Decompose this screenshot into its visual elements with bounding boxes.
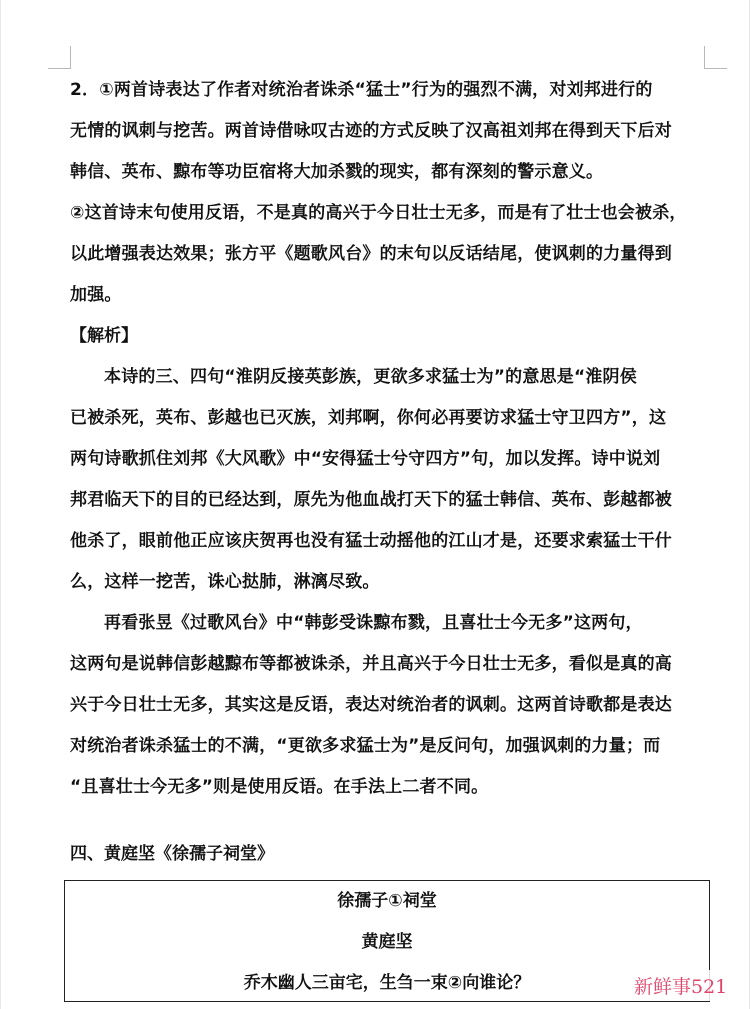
- watermark: 新鲜事521: [630, 970, 731, 1001]
- answer-line: 2．①两首诗表达了作者对统治者诛杀“猛士”行为的强烈不满，对刘邦进行的: [70, 80, 653, 100]
- answer-line: 加强。: [70, 285, 122, 305]
- paragraph-line: 兴于今日壮士无多，其实这是反语，表达对统治者的讽刺。这两首诗歌都是表达: [70, 695, 672, 715]
- paragraph-line: 本诗的三、四句“淮阴反接英彭族，更欲多求猛士为”的意思是“淮阴侯: [104, 367, 637, 387]
- answer-line: 韩信、英布、黥布等功臣宿将大加杀戮的现实，都有深刻的警示意义。: [70, 162, 604, 182]
- analysis-heading: 【解析】: [70, 326, 138, 346]
- paragraph-line: 两句诗歌抓住刘邦《大风歌》中“安得猛士兮守四方”句，加以发挥。诗中说刘: [70, 449, 661, 469]
- paragraph-line: 对统治者诛杀猛士的不满，“更欲多求猛士为”是反问句，加强讽刺的力量；而: [70, 736, 661, 756]
- analysis-paragraph-2: [70, 603, 710, 808]
- paragraph-line: 已被杀死，英布、彭越也已灭族，刘邦啊，你何必再要访求猛士守卫四方”，这: [70, 408, 667, 428]
- crop-mark-top-left: [48, 46, 71, 69]
- analysis-paragraph-1: [70, 357, 710, 603]
- paragraph-line: “且喜壮士今无多”则是使用反语。在手法上二者不同。: [70, 777, 489, 797]
- poem-title: 徐孺子①祠堂: [337, 891, 437, 911]
- paragraph-line: 这两句是说韩信彭越黥布等都被诛杀，并且高兴于今日壮士无多，看似是真的高: [70, 654, 672, 674]
- crop-mark-top-right: [704, 46, 727, 69]
- answer-line: 无情的讽刺与挖苦。两首诗借咏叹古迹的方式反映了汉高祖刘邦在得到天下后对: [70, 121, 672, 141]
- paragraph-line: 他杀了，眼前他正应该庆贺再也没有猛士动摇他的江山才是，还要求索猛士干什: [70, 531, 672, 551]
- paragraph-line: 邦君临天下的目的已经达到，原先为他血战打天下的猛士韩信、英布、彭越都被: [70, 490, 672, 510]
- answer-line: ②这首诗末句使用反语，不是真的高兴于今日壮士无多，而是有了壮士也会被杀，: [70, 203, 687, 223]
- section-4-heading: 四、黄庭坚《徐孺子祠堂》: [70, 844, 274, 864]
- blank-line: [70, 808, 710, 834]
- document-body: [70, 70, 710, 875]
- paragraph-line: 么，这样一挖苦，诛心挞肺，淋漓尽致。: [70, 572, 380, 592]
- poem-box: [64, 880, 710, 1002]
- poem-line: 乔木幽人三亩宅，生刍一束②向谁论？: [243, 973, 531, 993]
- answer-block: [70, 70, 710, 316]
- answer-line: 以此增强表达效果；张方平《题歌风台》的末句以反话结尾，使讽刺的力量得到: [70, 244, 672, 264]
- poem-author: 黄庭坚: [361, 932, 413, 952]
- paragraph-line: 再看张昱《过歌风台》中“韩彭受诛黥布戮，且喜壮士今无多”这两句，: [104, 613, 643, 633]
